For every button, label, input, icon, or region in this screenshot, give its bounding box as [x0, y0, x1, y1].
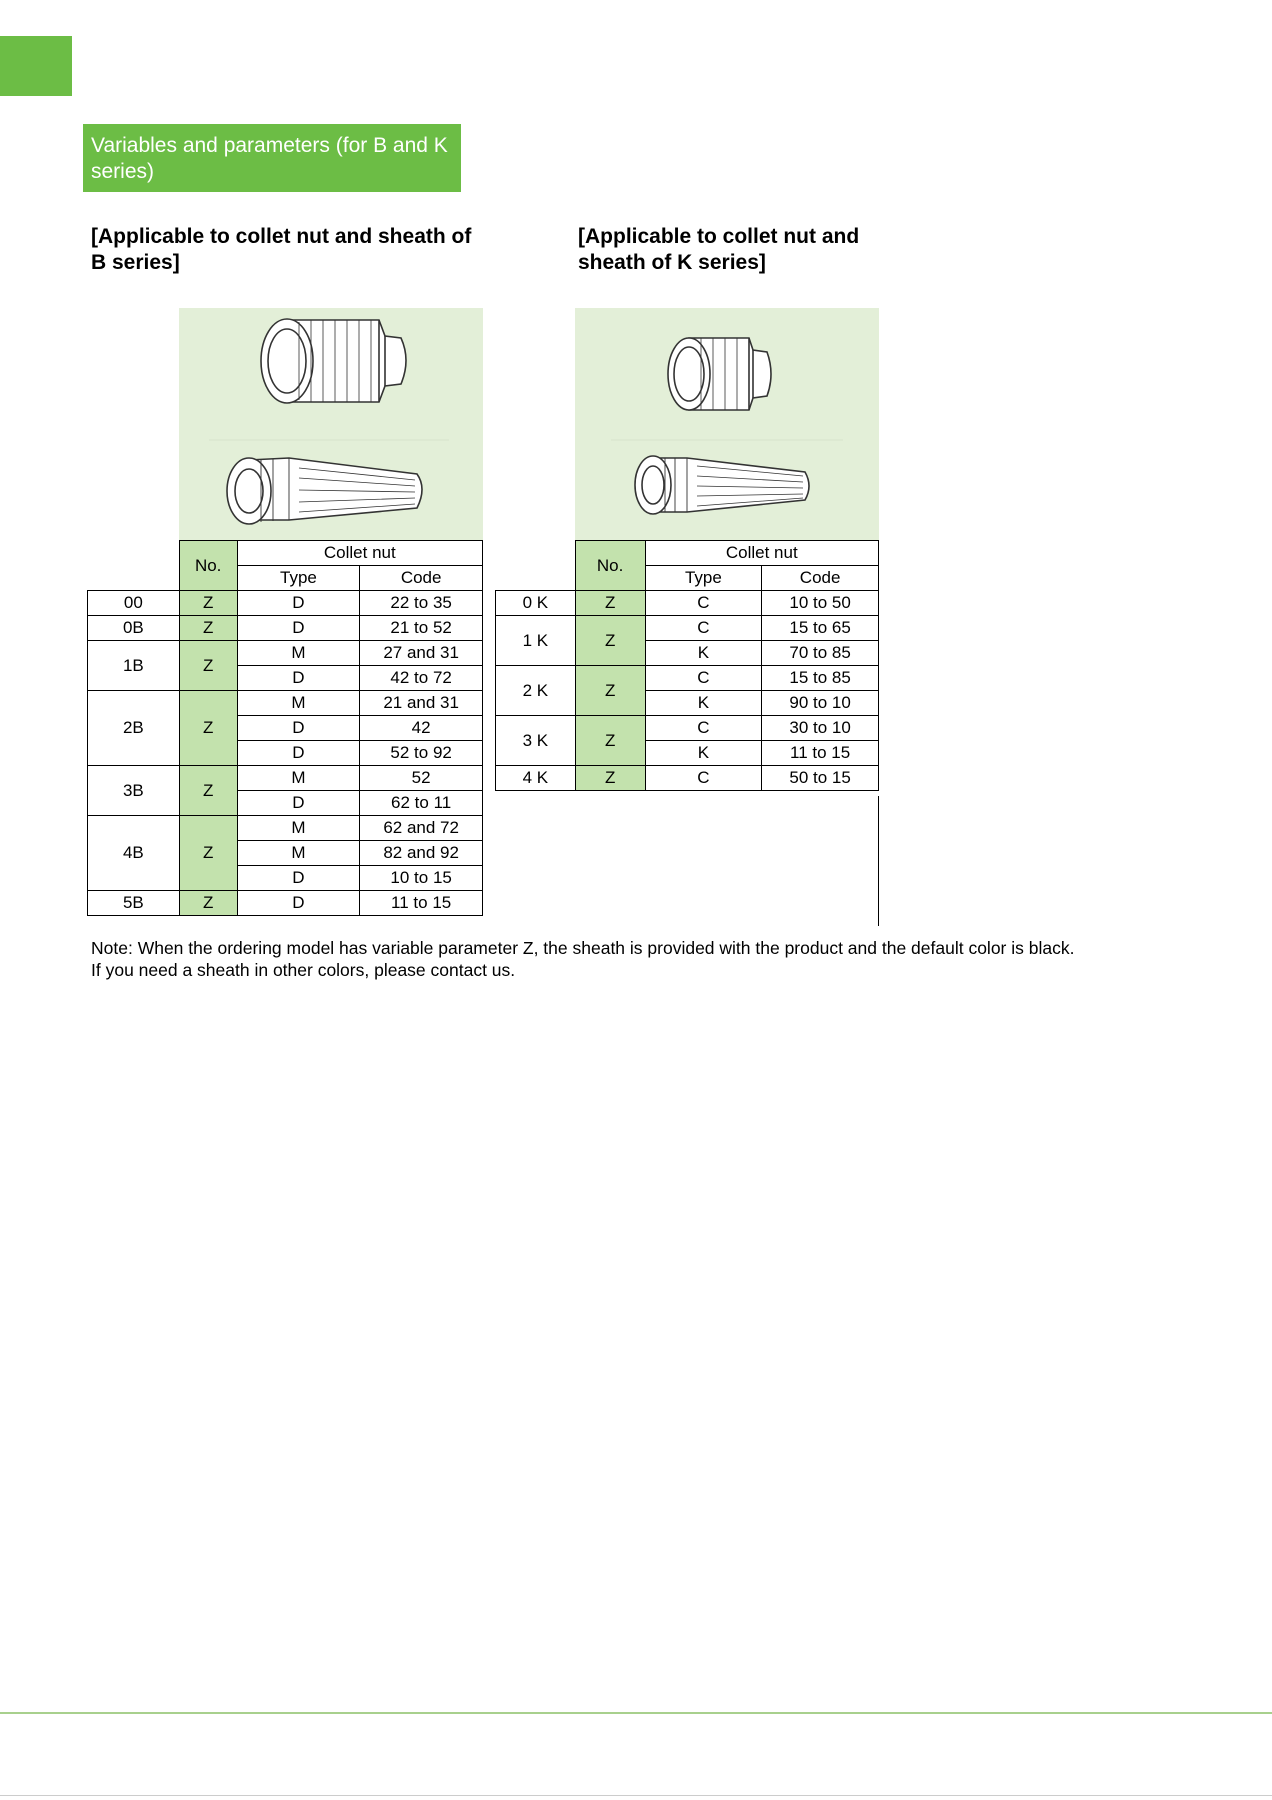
row-code: 15 to 65	[762, 616, 879, 641]
b-series-heading: [Applicable to collet nut and sheath of B series]	[91, 225, 472, 274]
table-row	[88, 691, 483, 716]
row-code: 21 to 52	[360, 616, 483, 641]
row-code: 70 to 85	[762, 641, 879, 666]
row-label: 3B	[88, 766, 180, 816]
row-code: 21 and 31	[360, 691, 483, 716]
row-type: C	[645, 616, 762, 641]
row-code: 27 and 31	[360, 641, 483, 666]
b-series-table	[87, 540, 483, 916]
row-type: M	[237, 641, 360, 666]
row-type: M	[237, 816, 360, 841]
header-type: Type	[645, 566, 762, 591]
row-label: 3 K	[496, 716, 576, 766]
header-spacer	[88, 541, 180, 591]
row-no: Z	[575, 766, 645, 791]
table-row	[88, 816, 483, 841]
row-type: D	[237, 866, 360, 891]
row-no: Z	[179, 691, 237, 766]
table-row	[88, 641, 483, 666]
k-series-heading: [Applicable to collet nut and sheath of K series]	[578, 225, 860, 274]
table-row	[88, 766, 483, 791]
header-no: No.	[575, 541, 645, 591]
row-label: 2B	[88, 691, 180, 766]
row-type: M	[237, 691, 360, 716]
table-border-extension	[878, 796, 879, 926]
row-code: 42 to 72	[360, 666, 483, 691]
row-no: Z	[575, 616, 645, 666]
header-type: Type	[237, 566, 360, 591]
header-spacer	[496, 541, 576, 591]
row-type: C	[645, 666, 762, 691]
row-no: Z	[179, 616, 237, 641]
table-row	[88, 891, 483, 916]
row-type: C	[645, 591, 762, 616]
k-series-table	[495, 540, 879, 791]
row-no: Z	[179, 891, 237, 916]
k-series-product-image	[575, 308, 879, 540]
row-label: 4 K	[496, 766, 576, 791]
header-collet-nut: Collet nut	[237, 541, 482, 566]
row-no: Z	[575, 591, 645, 616]
row-type: D	[237, 741, 360, 766]
row-no: Z	[575, 716, 645, 766]
row-code: 10 to 50	[762, 591, 879, 616]
row-label: 0 K	[496, 591, 576, 616]
header-code: Code	[762, 566, 879, 591]
header-code: Code	[360, 566, 483, 591]
row-code: 22 to 35	[360, 591, 483, 616]
row-type: D	[237, 591, 360, 616]
header-no: No.	[179, 541, 237, 591]
row-code: 30 to 10	[762, 716, 879, 741]
row-no: Z	[179, 816, 237, 891]
row-label: 4B	[88, 816, 180, 891]
row-type: K	[645, 641, 762, 666]
row-code: 11 to 15	[762, 741, 879, 766]
row-no: Z	[179, 766, 237, 816]
table-row	[496, 766, 879, 791]
row-code: 62 and 72	[360, 816, 483, 841]
note	[91, 937, 1251, 981]
row-code: 52	[360, 766, 483, 791]
row-label: 2 K	[496, 666, 576, 716]
row-type: K	[645, 691, 762, 716]
row-label: 0B	[88, 616, 180, 641]
table-row	[88, 591, 483, 616]
footer-divider	[0, 1712, 1272, 1714]
row-label: 1B	[88, 641, 180, 691]
row-code: 82 and 92	[360, 841, 483, 866]
section-banner: Variables and parameters (for B and K series)	[83, 124, 461, 192]
row-type: K	[645, 741, 762, 766]
row-type: D	[237, 666, 360, 691]
row-code: 10 to 15	[360, 866, 483, 891]
row-type: C	[645, 716, 762, 741]
row-type: M	[237, 841, 360, 866]
table-row	[496, 716, 879, 741]
row-code: 62 to 11	[360, 791, 483, 816]
row-label: 00	[88, 591, 180, 616]
note-line-1: Note: When the ordering model has variable parameter Z, the sheath is provided with the product and the default color is black.	[91, 938, 1075, 958]
table-row	[496, 616, 879, 641]
b-series-product-image	[179, 308, 483, 540]
row-type: M	[237, 766, 360, 791]
row-code: 52 to 92	[360, 741, 483, 766]
row-code: 90 to 10	[762, 691, 879, 716]
page-bottom-divider	[0, 1795, 1272, 1796]
row-type: D	[237, 791, 360, 816]
row-type: D	[237, 716, 360, 741]
table-row	[496, 666, 879, 691]
row-no: Z	[179, 591, 237, 616]
row-code: 50 to 15	[762, 766, 879, 791]
row-no: Z	[575, 666, 645, 716]
table-row	[496, 591, 879, 616]
table-row	[88, 616, 483, 641]
row-type: C	[645, 766, 762, 791]
k-series-collet-sheath-drawing	[575, 308, 879, 540]
corner-tab	[0, 36, 72, 96]
row-code: 11 to 15	[360, 891, 483, 916]
b-series-collet-sheath-drawing	[179, 308, 483, 540]
row-label: 5B	[88, 891, 180, 916]
row-type: D	[237, 891, 360, 916]
row-code: 42	[360, 716, 483, 741]
row-no: Z	[179, 641, 237, 691]
note-line-2: If you need a sheath in other colors, please contact us.	[91, 960, 516, 980]
row-type: D	[237, 616, 360, 641]
row-label: 1 K	[496, 616, 576, 666]
row-code: 15 to 85	[762, 666, 879, 691]
header-collet-nut: Collet nut	[645, 541, 878, 566]
